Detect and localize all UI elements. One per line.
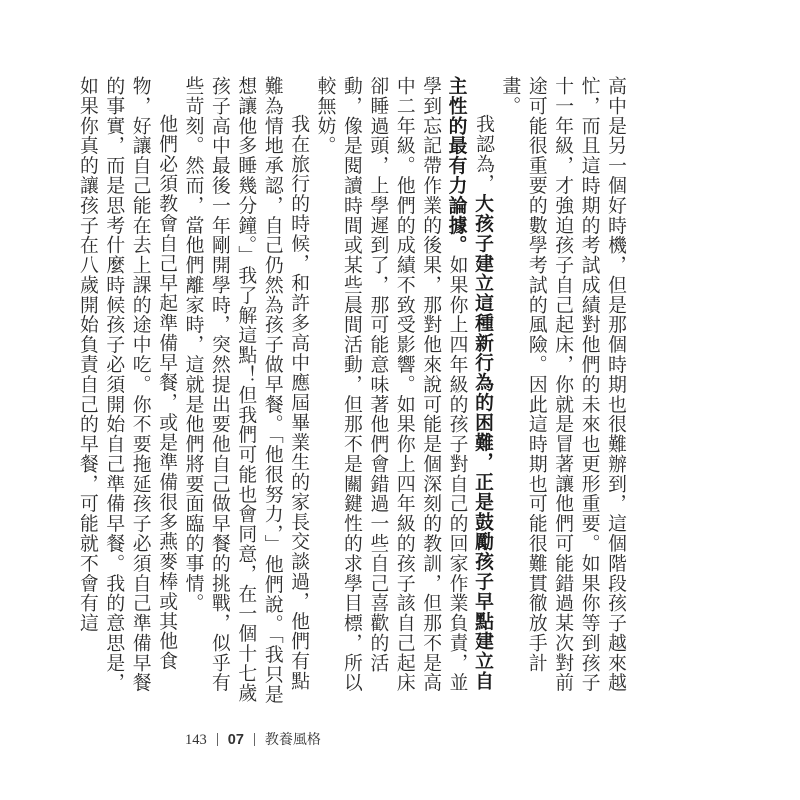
footer-divider xyxy=(254,733,255,746)
paragraph-4-text: 他們必須教會自己早起準備早餐，或是準備很多燕麥棒或其他食物，好讓自己能在去上課的途中吃。你不要拖延孩子必須自己準備早餐的事實，而是思考什麼時候孩子必須開始自己準備早餐。我的意思是，如果你真的讓孩子在八歲開始負責自己的早餐，可能就不會有這 xyxy=(76,76,178,693)
paragraph-4 xyxy=(73,76,179,706)
page-footer xyxy=(185,731,321,749)
paragraph-2 xyxy=(311,76,496,706)
body-text xyxy=(76,76,628,706)
paragraph-2-emphasis: 大孩子建立這種新行為的困難，正是鼓勵孩子早點建立自主性的最有力論據。 xyxy=(445,76,494,691)
chapter-number: 07 xyxy=(227,732,244,748)
footer-divider xyxy=(217,733,218,746)
paragraph-2-text-b: 如果你上四年級的孩子對自己的回家作業負責，並學到忘記帶作業的後果，那對他來說可能是個深刻的教訓，但那不是高中二年級。他們的成績不致受影響。如果你上四年級的孩子該自己起床卻睡過頭，上學遲到了，那可能意味著他們會錯過一些自己喜歡的活動，像是閱讀時間或某些晨間活動，但那不是關鍵性的求學目標，所以較無妨。 xyxy=(314,76,468,693)
chapter-title: 教養風格 xyxy=(264,732,321,748)
paragraph-1-text: 高中是另一個好時機，但是那個時期也很難辦到，這個階段孩子越來越忙，而且這時期的考試成績對他們的未來也更形重要。如果你等到孩子十一年級，才強迫孩子自己起床，你就是冒著讓他們可能錯過某次對前途可能很重要的數學考試的風險。因此這時期也可能很難貫徹放手計畫。 xyxy=(499,76,626,693)
page-number: 143 xyxy=(185,732,207,748)
paragraph-2-text-a: 我認為， xyxy=(472,113,494,194)
paragraph-3 xyxy=(179,76,311,706)
paragraph-3-text: 我在旅行的時候，和許多高中應屆畢業生的家長交談過，他們有點難為情地承認，自己仍然為孩子做早餐。「他很努力，」他們說。「我只是想讓他多睡幾分鐘。」我了解這點！但我們可能也會同意，在一個十七歲孩子高中最後一年剛開學時，突然提出要他自己做早餐的挑戰，似乎有些苛刻。然而，當他們離家時，這就是他們將要面臨的事情。 xyxy=(182,76,310,705)
paragraph-1 xyxy=(496,76,628,706)
